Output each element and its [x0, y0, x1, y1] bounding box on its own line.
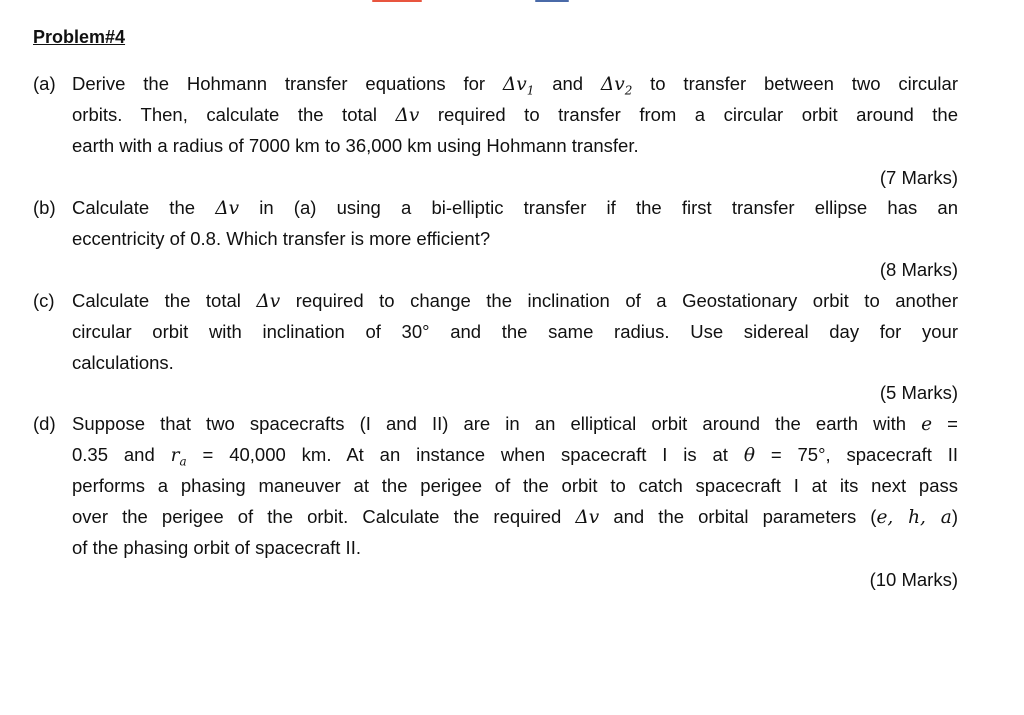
math-symbol: Δv	[575, 507, 600, 528]
text-line	[72, 197, 958, 220]
text-segment: = 40,000 km. At an instance when spacecraft I is at	[186, 444, 744, 465]
math-symbol: e	[921, 414, 933, 435]
text-line	[72, 413, 958, 436]
text-segment: and	[534, 73, 601, 94]
math-symbol: $\Delta v_1$	[502, 74, 535, 98]
text-segment: Suppose that two spacecrafts (I and II) are in an elliptical orbit around the earth with	[72, 413, 922, 434]
text-segment: to transfer between two circular	[632, 73, 958, 94]
math-symbol: $\Delta v_2$	[600, 74, 633, 98]
math-symbol: $r_a$	[170, 445, 187, 469]
text-line	[72, 321, 958, 343]
text-segment: orbits. Then, calculate the total	[72, 104, 396, 125]
text-line	[72, 73, 958, 102]
text-segment: =	[932, 413, 958, 434]
math-symbol: Δv	[395, 105, 420, 126]
text-line	[72, 506, 958, 529]
marks-label: (5 Marks)	[879, 382, 958, 403]
text-segment: in (a) using a bi-elliptic transfer if the first transfer ellipse has an	[239, 197, 958, 218]
text-segment: Derive the Hohmann transfer equations for	[72, 73, 503, 94]
text-line	[72, 352, 958, 374]
part-label: (b)	[33, 197, 56, 218]
text-segment: required to change the inclination of a Geostationary orbit to another	[280, 290, 958, 311]
math-symbol: e, h, a	[876, 507, 952, 528]
text-segment: required to transfer from a circular orbit around the	[419, 104, 958, 125]
text-segment: )	[951, 506, 958, 527]
math-symbol: Δv	[215, 198, 240, 219]
text-segment: circular orbit with inclination of 30° and the same radius. Use sidereal day for your	[72, 321, 958, 342]
text-segment: eccentricity of 0.8. Which transfer is more efficient?	[72, 228, 491, 249]
text-line	[72, 290, 958, 313]
red-tab-indicator	[372, 0, 422, 2]
problem-title: Problem#4	[33, 27, 126, 47]
text-segment: over the perigee of the orbit. Calculate the required	[72, 506, 576, 527]
math-symbol: Δv	[256, 291, 281, 312]
part-label: (d)	[33, 413, 56, 434]
text-segment: earth with a radius of 7000 km to 36,000 km using Hohmann transfer.	[72, 135, 639, 156]
text-segment: 0.35 and	[72, 444, 171, 465]
text-segment: = 75°, spacecraft II	[754, 444, 959, 465]
text-segment: calculations.	[72, 352, 174, 373]
text-segment: performs a phasing maneuver at the perigee of the orbit to catch spacecraft I at its next pass	[72, 475, 958, 496]
text-segment: and the orbital parameters (	[599, 506, 877, 527]
part-label: (c)	[33, 290, 55, 311]
text-line	[72, 135, 958, 157]
text-line	[72, 444, 958, 473]
text-segment: of the phasing orbit of spacecraft II.	[72, 537, 361, 558]
text-line	[72, 475, 958, 497]
marks-label: (7 Marks)	[879, 167, 958, 188]
text-segment: Calculate the	[72, 197, 216, 218]
text-segment: Calculate the total	[72, 290, 257, 311]
math-symbol: θ	[743, 445, 755, 466]
marks-label: (10 Marks)	[869, 569, 958, 590]
text-line	[72, 228, 958, 250]
text-line	[72, 104, 958, 127]
marks-label: (8 Marks)	[879, 259, 958, 280]
text-line	[72, 537, 958, 559]
blue-tab-indicator	[535, 0, 569, 2]
part-label: (a)	[33, 73, 56, 94]
